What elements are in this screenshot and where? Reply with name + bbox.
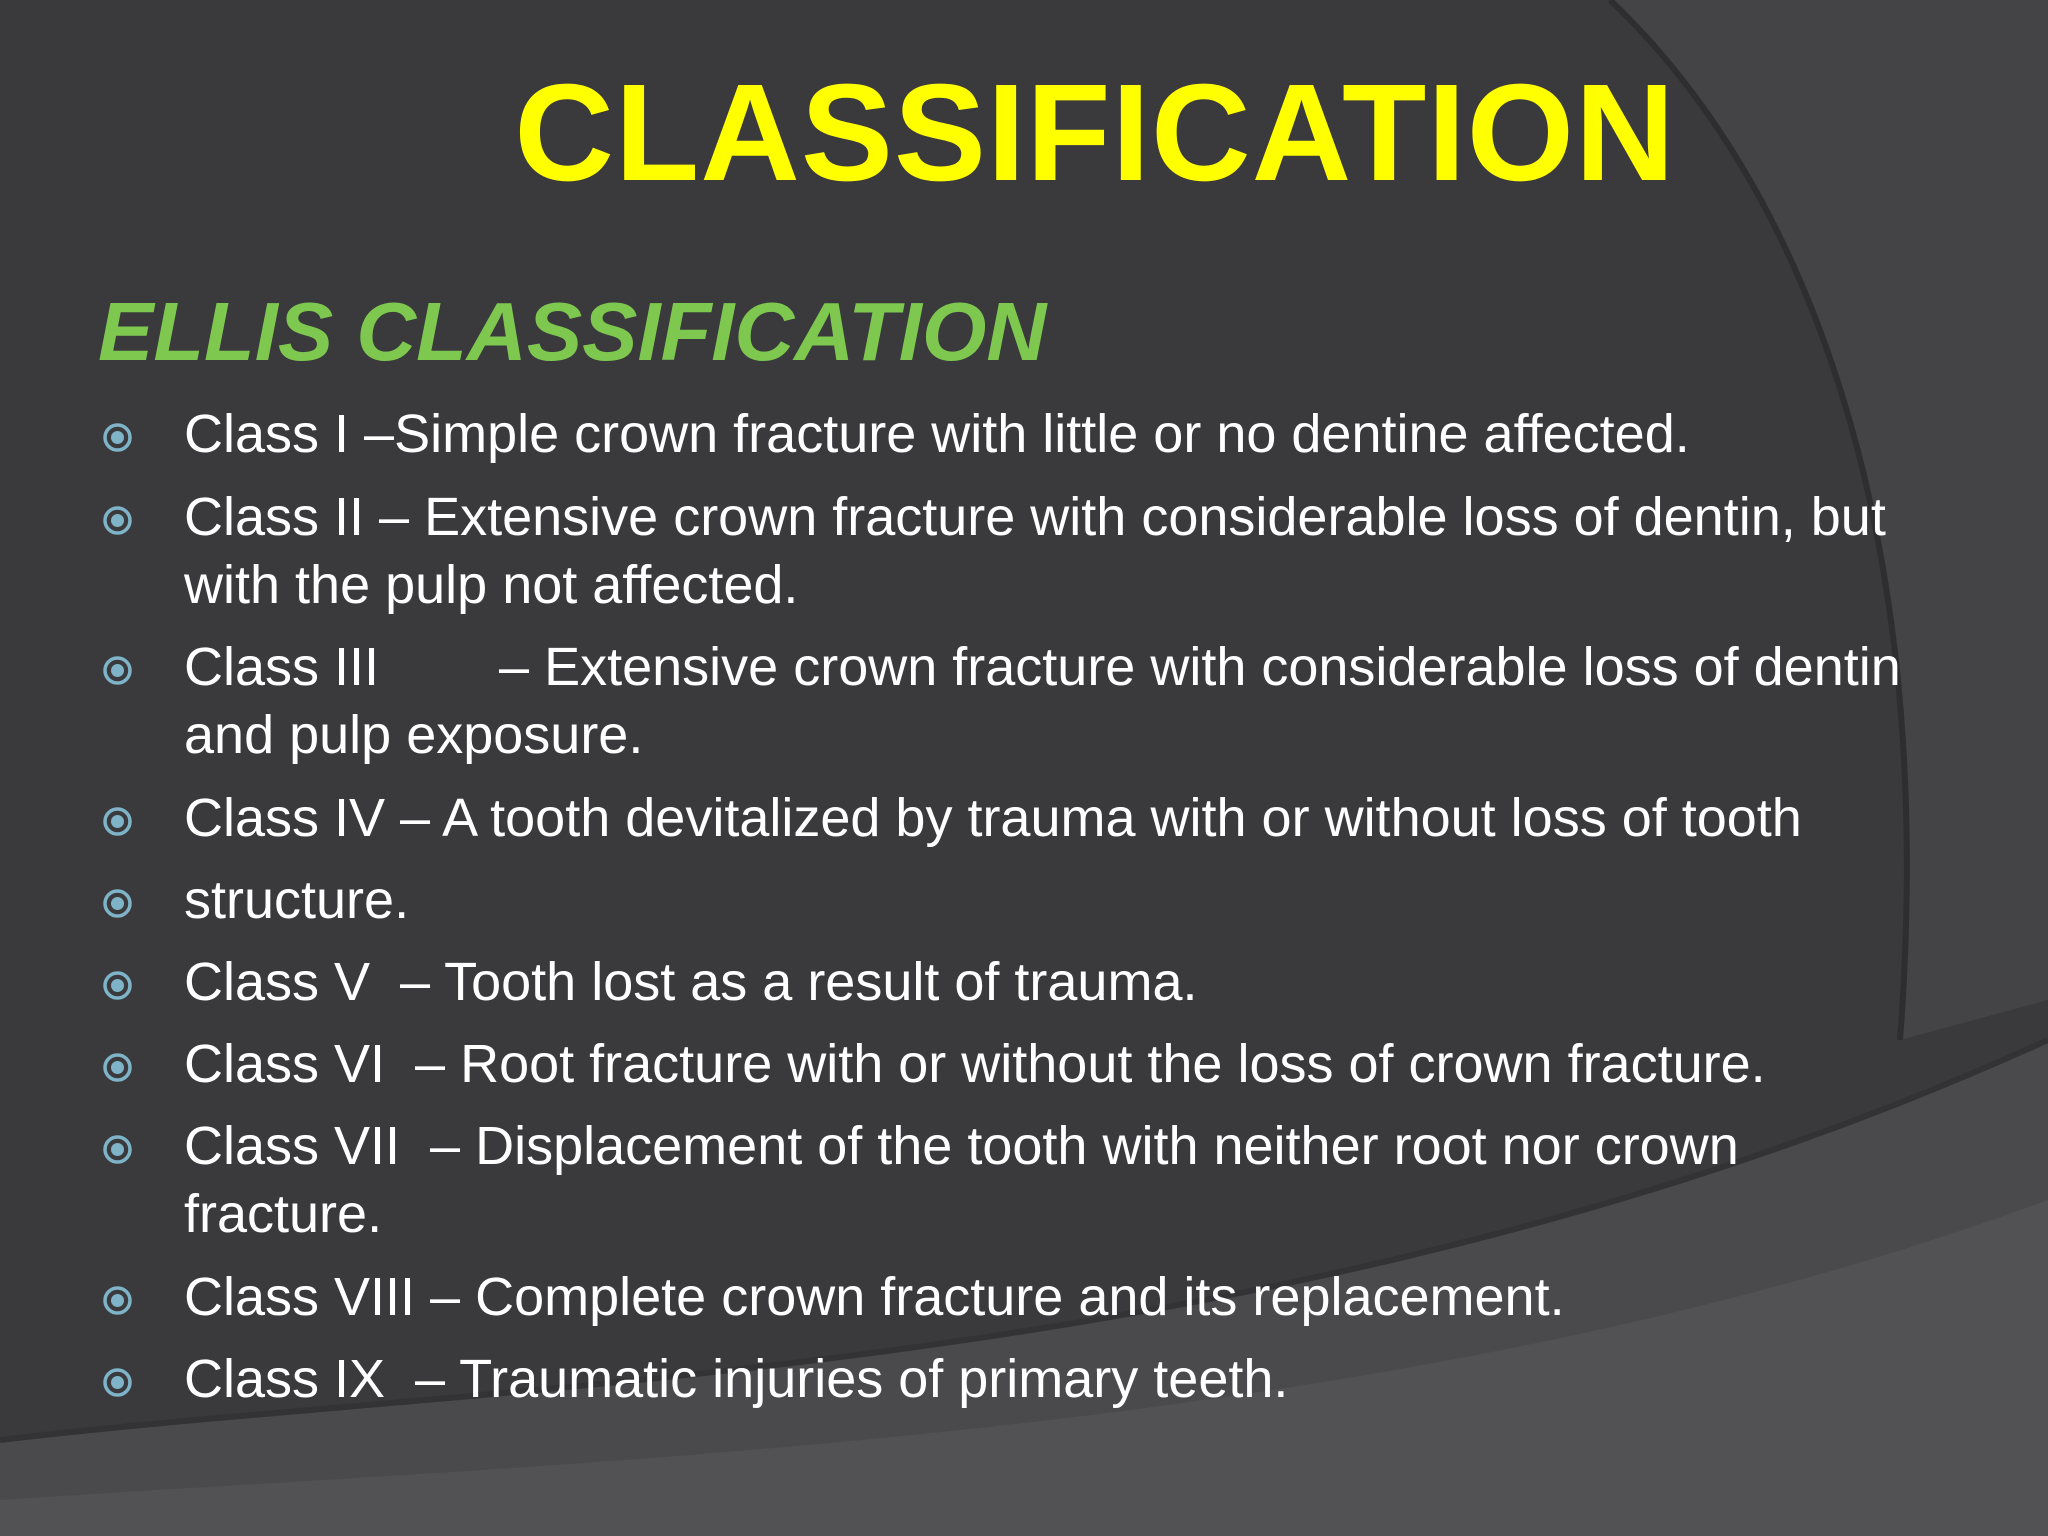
circled-dot-icon: [102, 1134, 133, 1165]
list-item-text: Class II – Extensive crown fracture with considerable loss of dentin, but: [184, 487, 1886, 547]
list-item-text: Class VII – Displacement of the tooth with neither root nor crown: [184, 1116, 1739, 1176]
list-item-text: structure.: [184, 870, 410, 930]
list-item-text-continued: fracture.: [184, 1184, 383, 1244]
list-item-text: Class III – Extensive crown fracture with considerable loss of dentin: [184, 637, 1901, 697]
circled-dot-icon: [102, 422, 133, 453]
slide-title: CLASSIFICATION: [514, 56, 1676, 210]
circled-dot-icon: [102, 655, 133, 686]
list-item-text: Class IV – A tooth devitalized by trauma with or without loss of tooth: [184, 788, 1802, 848]
circled-dot-icon: [102, 1367, 133, 1398]
list-item-text-continued: and pulp exposure.: [184, 705, 644, 765]
list-item-text: Class IX – Traumatic injuries of primary teeth.: [184, 1349, 1289, 1409]
list-item-text: Class V – Tooth lost as a result of trauma.: [184, 952, 1198, 1012]
circled-dot-icon: [102, 1052, 133, 1083]
slide-subtitle: ELLIS CLASSIFICATION: [98, 285, 1047, 378]
circled-dot-icon: [102, 505, 133, 536]
list-item-text: Class VI – Root fracture with or without the loss of crown fracture.: [184, 1034, 1766, 1094]
list-item-text: Class VIII – Complete crown fracture and its replacement.: [184, 1267, 1565, 1327]
circled-dot-icon: [102, 806, 133, 837]
list-item-text-continued: with the pulp not affected.: [184, 555, 799, 615]
list-item-text: Class I –Simple crown fracture with little or no dentine affected.: [184, 404, 1690, 464]
circled-dot-icon: [102, 970, 133, 1001]
circled-dot-icon: [102, 888, 133, 919]
circled-dot-icon: [102, 1285, 133, 1316]
